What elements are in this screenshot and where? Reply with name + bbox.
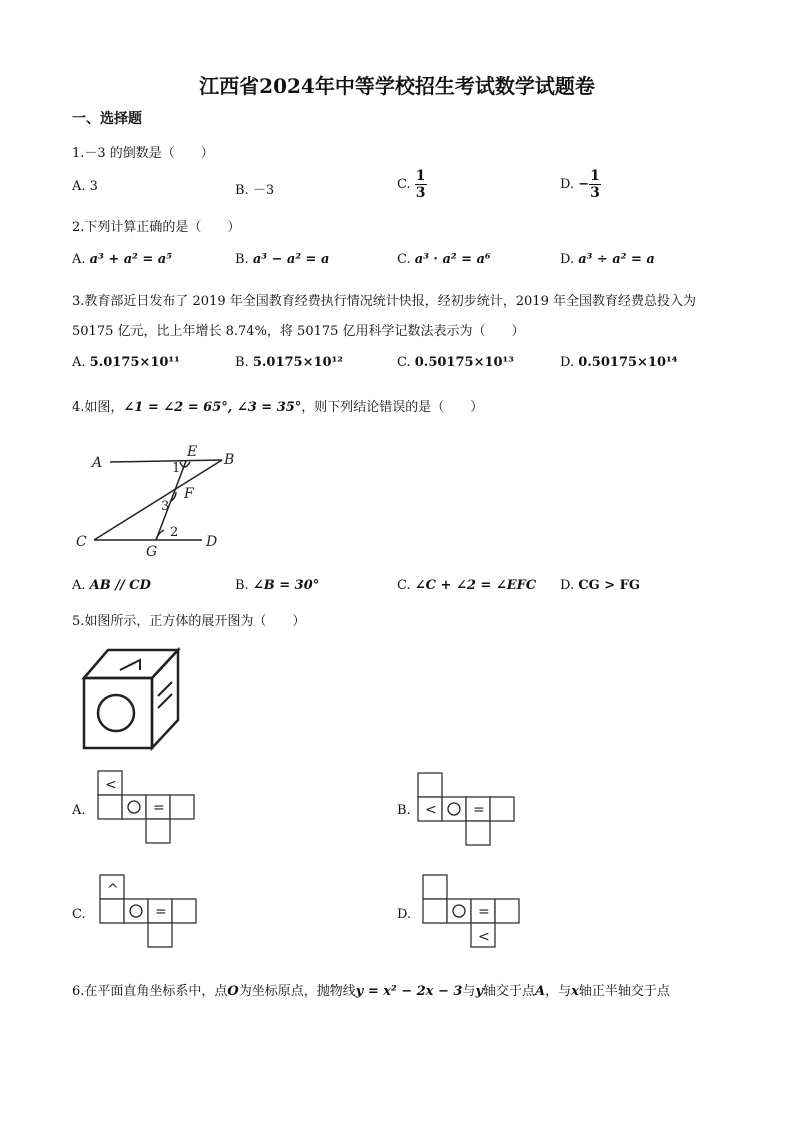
net-a-cell-4 — [170, 795, 194, 819]
q4-d-label: D. — [560, 578, 575, 593]
net-d-lt-symbol: < — [478, 929, 490, 945]
q3-d-label: D. — [560, 355, 575, 370]
q1-c-denominator: 3 — [415, 185, 426, 201]
q4-figure — [72, 440, 262, 560]
q6-y-axis: y — [475, 984, 484, 999]
q3-stem-line1: 3.教育部近日发布了 2019 年全国教育经费执行情况统计快报，经初步统计，2019 年全国教育经费总投入为 — [72, 294, 696, 309]
q5-option-a-net — [95, 768, 205, 848]
q6-stem-mid1: 为坐标原点，抛物线 — [238, 984, 356, 999]
label-d: D — [206, 534, 218, 550]
q4-a-label: A. — [72, 578, 86, 593]
net-a-cell-bottom — [146, 819, 170, 843]
q6-parabola: y = x² − 2x − 3 — [355, 984, 463, 999]
label-angle-1: 1 — [172, 461, 181, 476]
label-f: F — [184, 486, 194, 502]
q6-stem-mid2: 与 — [462, 984, 476, 999]
q4-c-label: C. — [397, 578, 411, 593]
net-c-eq-symbol: = — [155, 904, 167, 920]
q2-b-label: B. — [235, 252, 249, 267]
q2-d-label: D. — [560, 252, 575, 267]
net-a-cell-2 — [122, 795, 146, 819]
net-c-cell-4 — [172, 899, 196, 923]
q1-c-fraction — [415, 168, 427, 201]
line-ab — [110, 460, 222, 462]
net-d-cell-1 — [423, 899, 447, 923]
q5-cube-figure — [78, 640, 188, 755]
section-heading: 一、选择题 — [72, 111, 142, 127]
q6-stem-prefix: 6.在平面直角坐标系中，点 — [72, 984, 228, 999]
q5-option-d-net — [420, 872, 530, 952]
q6-x-axis: x — [571, 984, 579, 999]
q3-b-expr: 5.0175×10¹² — [252, 355, 343, 370]
q3-option-d — [560, 355, 677, 370]
q1-d-fraction — [589, 168, 601, 201]
net-b-cell-top — [418, 773, 442, 797]
q2-stem: 2.下列计算正确的是（ ） — [72, 220, 241, 235]
q3-a-expr: 5.0175×10¹¹ — [89, 355, 180, 370]
q2-a-expr: a³ + a² = a⁵ — [89, 252, 172, 267]
q1-d-sign: − — [578, 177, 590, 192]
q4-option-a — [72, 578, 151, 593]
cube-angle-symbol — [120, 660, 140, 670]
net-d-eq-symbol: = — [478, 904, 490, 920]
q4-option-c — [397, 578, 536, 593]
net-b-cell-2 — [442, 797, 466, 821]
q5-option-b-net — [415, 770, 525, 850]
q4-stem — [72, 396, 483, 415]
q6-stem-mid3: 轴交于点 — [483, 984, 536, 999]
q4-stem-prefix: 4.如图， — [72, 400, 124, 415]
net-a-cell-1 — [98, 795, 122, 819]
net-b-lt-symbol: < — [425, 802, 437, 818]
cube-equal-line-2 — [158, 694, 172, 708]
cube-circle-symbol — [98, 695, 134, 731]
q3-option-a — [72, 355, 180, 370]
q2-a-label: A. — [72, 252, 86, 267]
q3-d-expr: 0.50175×10¹⁴ — [578, 355, 678, 370]
q3-stem-line2: 50175 亿元，比上年增长 8.74%，将 50175 亿用科学记数法表示为（ ） — [72, 324, 525, 339]
label-angle-2: 2 — [170, 525, 179, 540]
q3-c-expr: 0.50175×10¹³ — [414, 355, 514, 370]
q4-b-label: B. — [235, 578, 249, 593]
net-a-eq-symbol: = — [153, 800, 165, 816]
q2-option-d — [560, 252, 655, 267]
q4-stem-suffix: ，则下列结论错误的是（ ） — [301, 400, 484, 415]
label-b: B — [224, 452, 235, 468]
q4-stem-math: ∠1 = ∠2 = 65°, ∠3 = 35° — [123, 400, 302, 415]
cube-equal-line-1 — [158, 682, 172, 696]
line-cb — [94, 460, 222, 540]
net-b-eq-symbol: = — [473, 802, 485, 818]
net-d-cell-4 — [495, 899, 519, 923]
label-a: A — [92, 455, 103, 471]
q4-option-b — [235, 578, 319, 593]
q6-point-o: O — [227, 984, 239, 999]
page-title: 江西省2024年中等学校招生考试数学试题卷 — [199, 74, 595, 98]
net-c-cell-1 — [100, 899, 124, 923]
q2-d-expr: a³ ÷ a² = a — [578, 252, 655, 267]
q1-c-label: C. — [397, 177, 411, 192]
q1-option-d — [560, 168, 601, 201]
net-d-cell-top — [423, 875, 447, 899]
net-b-cell-bottom — [466, 821, 490, 845]
q1-stem: 1.－3 的倒数是（ ） — [72, 146, 214, 161]
label-g: G — [146, 544, 158, 560]
net-d-cell-2 — [447, 899, 471, 923]
q6-stem-mid4: ，与 — [545, 984, 572, 999]
q4-option-d — [560, 578, 640, 593]
q5-option-c-net — [97, 872, 207, 952]
q5-option-b-label: B. — [397, 803, 411, 818]
q2-option-b — [235, 252, 329, 267]
q4-d-expr: CG > FG — [578, 578, 640, 593]
q4-b-expr: ∠B = 30° — [252, 578, 320, 593]
q6-stem-mid5: 轴正半轴交于点 — [578, 984, 670, 999]
q2-option-a — [72, 252, 172, 267]
q1-c-numerator: 1 — [415, 168, 426, 184]
q1-d-numerator: 1 — [590, 168, 600, 184]
q3-a-label: A. — [72, 355, 86, 370]
q1-option-b: B. －3 — [235, 183, 275, 198]
q5-option-c-label: C. — [72, 907, 86, 922]
q3-c-label: C. — [397, 355, 411, 370]
q2-b-expr: a³ − a² = a — [252, 252, 330, 267]
q2-c-expr: a³ · a² = a⁶ — [414, 252, 491, 267]
q4-a-expr: AB // CD — [89, 578, 151, 593]
net-c-cell-2 — [124, 899, 148, 923]
net-a-lt-symbol: < — [105, 777, 117, 793]
net-c-caret-symbol: ^ — [107, 882, 119, 898]
q6-stem — [72, 980, 670, 999]
q1-d-denominator: 3 — [590, 185, 600, 201]
q3-option-c — [397, 355, 514, 370]
q4-c-expr: ∠C + ∠2 = ∠EFC — [414, 578, 537, 593]
cube-front-face — [84, 678, 152, 748]
q2-c-label: C. — [397, 252, 411, 267]
q1-d-label: D. — [560, 177, 575, 192]
q5-stem: 5.如图所示，正方体的展开图为（ ） — [72, 614, 306, 629]
label-e: E — [187, 444, 198, 460]
q1-option-c — [397, 168, 427, 201]
q3-option-b — [235, 355, 343, 370]
cube-right-face — [152, 650, 178, 748]
q5-option-a-label: A. — [72, 803, 86, 818]
label-c: C — [76, 534, 87, 550]
label-angle-3: 3 — [161, 499, 170, 514]
net-c-cell-bottom — [148, 923, 172, 947]
q5-option-d-label: D. — [397, 907, 412, 922]
net-b-cell-4 — [490, 797, 514, 821]
q1-option-a: A. 3 — [72, 179, 98, 194]
q3-b-label: B. — [235, 355, 249, 370]
q2-option-c — [397, 252, 491, 267]
q6-point-a: A — [535, 984, 546, 999]
